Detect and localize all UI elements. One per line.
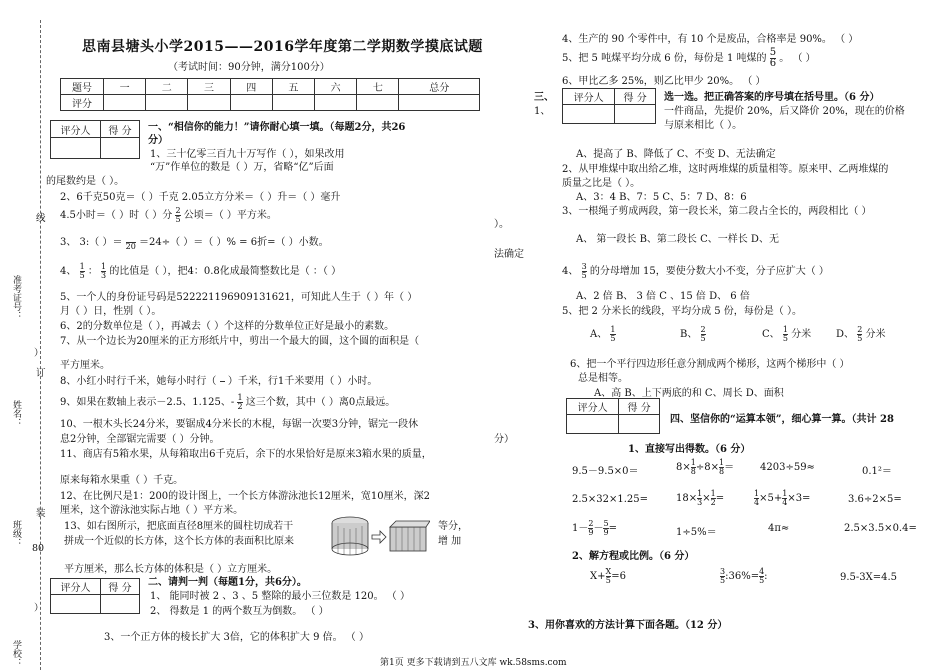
score-cell[interactable] [399, 95, 480, 111]
calc-2-3: $\frac{1}{4}$ ×5+ $\frac{1}{4}$ ×3= [754, 489, 811, 507]
section4-title: 四、坚信你的“运算本领”，细心算一算。（共计 28 [670, 414, 894, 425]
q12-line2: 厘米，这个游泳池实际占地（ ）平方米。 [60, 505, 244, 516]
calc-2-1: 2.5×32×1.25= [572, 494, 649, 505]
side-label-school: 学校： [11, 640, 21, 667]
score-header-cell: 二 [146, 79, 188, 95]
score-header-cell: 六 [315, 79, 357, 95]
score-label: 得 分 [100, 121, 139, 138]
q10-line2: 息2分钟，全部锯完需要（ ）分钟。 [60, 434, 220, 445]
section2-title: 二、请判一判（每题1分，共6分）。 [148, 577, 307, 588]
side-mark-80: 80 [32, 543, 45, 554]
score-cell[interactable] [146, 95, 188, 111]
score-header-cell: 总分 [399, 79, 480, 95]
page-subtitle: （考试时间：90分钟，满分100分） [168, 62, 330, 73]
score-header-cell: 题号 [61, 79, 104, 95]
fraction: $\frac{2}{5}$ [700, 325, 706, 343]
score-cell[interactable] [100, 595, 139, 614]
fraction: $\frac{1}{3}$ [101, 262, 107, 280]
page-title: 思南县塘头小学2015——2016学年度第二学期数学摸底试题 [82, 39, 483, 55]
q7-line1: 7、从一个边长为20厘米的正方形纸片中，剪出一个最大的圆，这个圆的面积是（ [60, 336, 420, 347]
q10-line1: 10、一根木头长24分米，要锯成4分米长的木棍，每锯一次要3分钟，锯完一段休 [60, 419, 419, 430]
judge-4: 4、生产的 90 个零件中，有 10 个是废品，合格率是 90%。 （ ） [562, 34, 859, 45]
calc-3-4: 2.5×3.5×0.4= [844, 523, 917, 534]
fraction: $\frac{1}{5}$ [610, 325, 616, 343]
score-cell[interactable] [357, 95, 399, 111]
middle-fragment-1: ）。 [494, 219, 509, 230]
choice-5: 5、把 2 分米长的线段，平均分成 5 份，每份是（ ）。 [562, 306, 802, 317]
q1-line1: 1、三十亿零三百九十万写作（ ），如果改用 [150, 149, 345, 160]
score-cell[interactable] [188, 95, 230, 111]
choice-6-line2: 总是相等。 [578, 373, 628, 384]
side-label-name: 姓名： [11, 400, 21, 427]
fraction: $\frac{5}{6}$ [769, 47, 777, 69]
side-mark-bind: 装 [36, 508, 46, 519]
q3: 3、 3:（ ）＝ 20 ＝24÷（ ）＝（ ）% = 6折=（ ）小数。 [60, 233, 329, 251]
score-header-cell: 三 [188, 79, 230, 95]
judge-5: 5、把 5 吨煤平均分成 6 份，每份是 1 吨煤的 $\frac{5}{6}$ 。 （ ） [562, 47, 816, 69]
choice-2-options: A、3：4 B、7：5 C、5：7 D、8：6 [576, 192, 747, 203]
side-mark-line: 线 [36, 213, 46, 224]
fraction: $\frac{1}{2}$ [710, 489, 716, 507]
score-cell[interactable] [100, 138, 139, 159]
q4: 4、 $\frac{1}{5}$ ： $\frac{1}{3}$ 的比值是（ ），把4：0.8化成最简整数比是（ ：（ ） [60, 262, 342, 280]
section3-number: 三、 [534, 92, 554, 103]
choice-5-option-c: C、 $\frac{1}{5}$ 分米 [762, 325, 812, 343]
judge-6: 6、甲比乙多 25%，则乙比甲少 20%。 （ ） [562, 76, 766, 87]
score-cell[interactable] [272, 95, 314, 111]
choice-1-line2: 与原来相比（ ）。 [664, 120, 743, 131]
choice-1-line1: 一件商品，先提价 20%，后又降价 20%，现在的价格 [664, 106, 905, 117]
choice-4-options: A、2 倍 B、 3 倍 C 、15 倍 D、 6 倍 [576, 291, 750, 302]
q13-line2: 拼成一个近似的长方体，这个长方体的表面积比原来 [64, 536, 294, 547]
score-cell[interactable] [230, 95, 272, 111]
side-mark-paren2: ） [34, 603, 44, 614]
fraction: $\frac{1}{4}$ [754, 489, 760, 507]
q11-line2: 原来每箱水果重（ ）千克。 [60, 475, 184, 486]
equation-1: X+ $\frac{X}{5}$ =6 [590, 567, 626, 585]
score-label: 得 分 [100, 579, 139, 595]
side-mark-paren1: ） [34, 348, 44, 359]
q5-line1: 5、一个人的身份证号码是522221196909131621，可知此人生于（ ）年（ ） [60, 292, 418, 303]
choice-6-options: A、高 B、上下两底的和 C、周长 D、面积 [594, 388, 784, 399]
score-header-cell: 五 [272, 79, 314, 95]
fraction: $\frac{3}{5}$ [581, 262, 587, 280]
choice-2-line2: 质量之比是（ ）。 [562, 178, 641, 189]
choice-5-option-d: D、 $\frac{2}{5}$ 分米 [836, 325, 886, 343]
section3-title: 选一选。把正确答案的序号填在括号里。（6 分） [664, 92, 880, 103]
equation-3: 9.5-3X=4.5 [840, 572, 898, 583]
choice-1-options: A、提高了 B、降低了 C、不变 D、无法确定 [576, 149, 776, 160]
middle-fragment-3: 分） [494, 434, 514, 445]
score-header-cell: 四 [230, 79, 272, 95]
score-cell[interactable] [619, 415, 660, 434]
section4-part2: 2、解方程或比例。（6 分） [572, 551, 695, 562]
q11-line1: 11、商店有5箱水果，从每箱取出6千克后，余下的水果恰好是原来3箱水果的质量， [60, 449, 432, 460]
q13-line2-tail: 增 加 [438, 536, 462, 547]
calc-1-2: 8× $\frac{1}{8}$ ÷8× $\frac{1}{8}$ ＝ [676, 458, 735, 476]
score-header-cell: 一 [104, 79, 146, 95]
choice-3-options: A、 第一段长 B、第二段长 C、一样长 D、无 [576, 234, 779, 245]
fraction: $\frac{1}{8}$ [690, 458, 696, 476]
q6: 6、2的分数单位是（ ），再减去（ ）个这样的分数单位正好是最小的素数。 [60, 321, 395, 332]
q5-line2: 月（ ）日，性别（ ）。 [60, 306, 162, 317]
cylinder-cut-figure [330, 515, 430, 557]
fraction: $\frac{1}{8}$ [718, 458, 725, 476]
q7-line2: 平方厘米。 [60, 360, 110, 371]
grader-label: 评分人 [563, 89, 615, 105]
equation-2: $\frac{3}{5}$ :36%= $\frac{4}{5}$ : [720, 567, 768, 585]
side-label-class: 班级： [11, 520, 21, 547]
score-cell[interactable] [104, 95, 146, 111]
section3-sub: 1、 [534, 106, 551, 117]
fraction: $\frac{3}{5}$ [720, 567, 726, 585]
q13-line1-tail: 等分， [438, 521, 468, 532]
grader-box-sec3 [562, 88, 656, 124]
calc-1-1: 9.5－9.5×0＝ [572, 466, 639, 477]
section1-title-tail: 分） [148, 135, 168, 146]
fraction: $\frac{X}{5}$ [605, 567, 612, 585]
q8: 8、小红小时行千米，她每小时行（ ）千米，行1千米要用（ ）小时。 [60, 372, 377, 390]
choice-5-option-b: B、 $\frac{2}{5}$ [680, 325, 706, 343]
q12-line1: 12、在比例尺是1：200的设计图上，一个长方体游泳池长12厘米，宽10厘米，深2 [60, 491, 430, 502]
q13-line3: 平方厘米，那么长方体的体积是（ ）立方厘米。 [64, 564, 278, 575]
fraction: $\frac{1}{4}$ [782, 489, 788, 507]
grader-box-sec4 [566, 398, 660, 434]
grader-box-sec2 [50, 578, 140, 614]
fraction: $\frac{2}{5}$ [175, 206, 181, 224]
fraction: $\frac{4}{5}$ [759, 567, 765, 585]
fraction: $\frac{5}{9}$ [603, 519, 609, 537]
calc-3-1: 1－ $\frac{2}{9}$ － $\frac{5}{9}$ = [572, 519, 617, 537]
calc-2-2: 18× $\frac{1}{3}$ × $\frac{1}{2}$ = [676, 489, 725, 507]
judge-3: 3、一个正方体的棱长扩大 3倍，它的体积扩大 9 倍。 （ ） [104, 632, 369, 643]
section4-part1: 1、直接写出得数。（6 分） [628, 444, 751, 455]
q2-line2: 4.5小时＝（ ）时（ ）分 $\frac{2}{5}$ 公顷＝（ ）平方米。 [60, 206, 277, 224]
grader-cell[interactable] [563, 105, 615, 124]
fraction: $\frac{2}{9}$ [588, 519, 594, 537]
fraction: $\frac{1}{3}$ [697, 489, 703, 507]
side-label-exam-id: 准考证号： [11, 275, 21, 320]
fraction [220, 373, 225, 390]
fraction: $\frac{2}{5}$ [857, 325, 863, 343]
q9: 9、如果在数轴上表示－2.5、1.125、- $\frac{1}{2}$ 这三个数，其中（ ）离0点最远。 [60, 393, 396, 411]
calc-3-2: 1÷5%＝ [676, 527, 717, 538]
page-footer: 第1页 更多下载请到五八文库 wk.58sms.com [380, 658, 567, 668]
middle-fragment-2: 法确定 [494, 249, 524, 260]
grader-box-sec1 [50, 120, 140, 159]
choice-4: 4、 $\frac{3}{5}$ 的分母增加 15，要使分数大小不变，分子应扩大（ ） [562, 262, 829, 280]
score-label: 得 分 [615, 89, 656, 105]
fraction: 20 [126, 234, 136, 251]
judge-2: 2、 得数是 1 的两个数互为倒数。 （ ） [150, 606, 329, 617]
q13-line1: 13、如右图所示，把底面直径8厘米的圆柱切成若干 [64, 521, 294, 532]
fraction: $\frac{1}{5}$ [782, 325, 788, 343]
side-mark-order: 订 [36, 368, 46, 379]
score-row-label: 评分 [61, 95, 104, 111]
choice-2-line1: 2、从甲堆煤中取出给乙堆，这时两堆煤的质量相等。原来甲、乙两堆煤的 [562, 164, 889, 175]
choice-5-option-a: A、 $\frac{1}{5}$ [590, 325, 616, 343]
grader-label: 评分人 [567, 399, 619, 415]
score-cell[interactable] [615, 105, 656, 124]
grader-cell[interactable] [567, 415, 619, 434]
score-header-cell: 七 [357, 79, 399, 95]
q1-line2: “万”作单位的数是（ ）万，省略“亿”后面 [150, 162, 334, 173]
calc-1-4: 0.1²＝ [862, 466, 892, 477]
choice-3: 3、一根绳子剪成两段，第一段长米，第二段占全长的，两段相比（ ） [562, 206, 872, 217]
score-label: 得 分 [619, 399, 660, 415]
choice-6-line1: 6、把一个平行四边形任意分割成两个梯形，这两个梯形中（ ） [570, 359, 850, 370]
fraction: $\frac{1}{5}$ [79, 262, 85, 280]
q1-line3: 的尾数约是（ ）。 [46, 176, 125, 187]
calc-1-3: 4203÷59≈ [760, 462, 815, 473]
section1-title: 一、“相信你的能力！”请你耐心填一填。（每题2分，共26 [148, 122, 406, 133]
grader-label: 评分人 [51, 121, 101, 138]
score-cell[interactable] [315, 95, 357, 111]
calc-2-4: 3.6÷2×5= [848, 494, 902, 505]
grader-cell[interactable] [51, 595, 101, 614]
fraction: $\frac{1}{2}$ [237, 393, 243, 411]
grader-label: 评分人 [51, 579, 101, 595]
calc-3-3: 4π≈ [768, 523, 790, 534]
grader-cell[interactable] [51, 138, 101, 159]
q2-line1: 2、6千克50克＝（ ）千克 2.05立方分米＝（ ）升＝（ ）毫升 [60, 192, 341, 203]
score-table [60, 78, 480, 111]
judge-1: 1、 能同时被 2 、3 、5 整除的最小三位数是 120。 （ ） [150, 591, 410, 602]
section4-part3: 3、用你喜欢的方法计算下面各题。（12 分） [528, 620, 728, 631]
